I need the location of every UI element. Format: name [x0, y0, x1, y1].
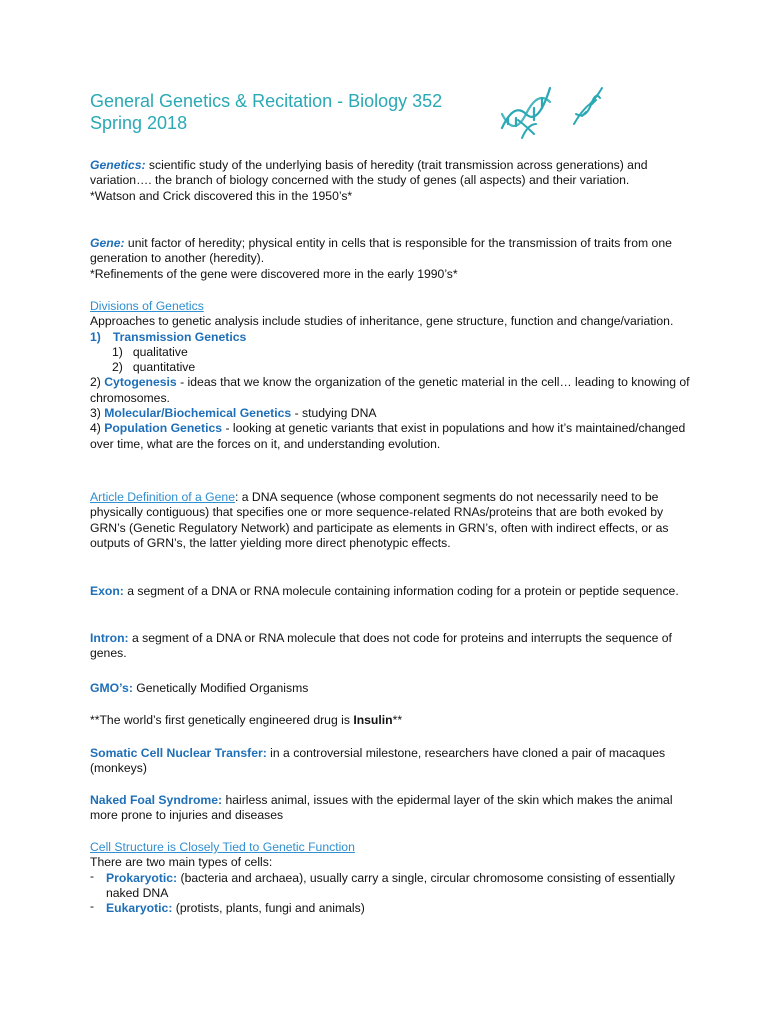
- term-exon: Exon:: [90, 584, 124, 598]
- sub-item-quantitative: 2) quantitative: [112, 360, 196, 375]
- article-heading-link[interactable]: Article Definition of a Gene: [90, 490, 235, 504]
- genetics-text: scientific study of the underlying basis of heredity (trait transmission across generations) and variation…. the branch of biology concerned with the study of genes (all aspects) and their variation.: [90, 158, 648, 188]
- page-title: General Genetics & Recitation - Biology 352: [90, 91, 443, 111]
- term-cytogenesis: Cytogenesis: [104, 375, 177, 390]
- list-item-prokaryotic: - Prokaryotic: (bacteria and archaea), usually carry a single, circular chromosome consisting of essentially naked DNA: [90, 868, 676, 900]
- term-transmission-genetics: Transmission Genetics: [112, 329, 247, 344]
- term-gmo: GMO’s:: [90, 681, 133, 695]
- gene-definition: [90, 236, 690, 282]
- page-subtitle: Spring 2018: [90, 113, 188, 133]
- insulin-note: **The world’s first genetically engineered drug is Insulin**: [90, 713, 403, 727]
- intron-definition: Intron: a segment of a DNA or RNA molecule that does not code for proteins and interrupts the sequence of genes.: [90, 631, 672, 661]
- dna-helix-icon: [496, 80, 606, 140]
- term-eukaryotic: Eukaryotic:: [106, 901, 173, 916]
- term-intron: Intron:: [90, 631, 129, 645]
- term-population-genetics: Population Genetics: [104, 421, 223, 436]
- exon-definition: Exon: a segment of a DNA or RNA molecule containing information coding for a protein or peptide sequence.: [90, 584, 679, 598]
- division-item-4: 4) Population Genetics - looking at genetic variants that exist in populations and how it’s maintained/changed over time, what are the forces on it, and understanding evolution.: [90, 421, 686, 451]
- gene-note: *Refinements of the gene were discovered more in the early 1990’s*: [90, 266, 458, 281]
- cells-intro: There are two main types of cells:: [90, 855, 273, 870]
- divisions-heading-link[interactable]: Divisions of Genetics: [90, 299, 204, 313]
- nfs-definition: Naked Foal Syndrome: hairless animal, issues with the epidermal layer of the skin which makes the animal more prone to injuries and diseases: [90, 793, 673, 823]
- cells-heading-link[interactable]: Cell Structure is Closely Tied to Genetic Function: [90, 840, 355, 854]
- scnt-definition: Somatic Cell Nuclear Transfer: in a controversial milestone, researchers have cloned a pair of macaques (monkeys): [90, 746, 666, 776]
- division-item-1: 1) Transmission Genetics: [90, 329, 247, 344]
- genetics-note: *Watson and Crick discovered this in the 1950’s*: [90, 188, 353, 203]
- insulin-bold: Insulin: [353, 713, 393, 727]
- gmo-definition: GMO’s: Genetically Modified Organisms: [90, 681, 309, 695]
- term-scnt: Somatic Cell Nuclear Transfer:: [90, 746, 267, 760]
- term-gene: Gene:: [90, 236, 125, 250]
- division-item-3: 3) Molecular/Biochemical Genetics - studying DNA: [90, 406, 377, 421]
- gene-text: unit factor of heredity; physical entity in cells that is responsible for the transmission of traits from one generation to another (heredity).: [90, 236, 672, 266]
- sub-item-qualitative: 1) qualitative: [112, 344, 188, 359]
- cells-section: [90, 840, 690, 916]
- term-genetics: Genetics:: [90, 158, 146, 172]
- genetics-definition: [90, 158, 690, 204]
- divisions-section: [90, 299, 690, 452]
- term-naked-foal-syndrome: Naked Foal Syndrome:: [90, 793, 223, 807]
- list-item-eukaryotic: - Eukaryotic: (protists, plants, fungi and animals): [90, 899, 365, 916]
- term-molecular-genetics: Molecular/Biochemical Genetics: [104, 406, 292, 421]
- divisions-intro: Approaches to genetic analysis include studies of inheritance, gene structure, function and change/variation.: [90, 314, 674, 329]
- article-definition: Article Definition of a Gene: a DNA sequence (whose component segments do not necessarily need to be physically contiguous) that specifies one or more sequence-related RNAs/proteins that are both evoked by GRN’s (Genetic Regulatory Network) and participate as elements in GRN’s, often with indirect effects, or as outputs of GRN’s, the latter yielding more direct phenotypic effects.: [90, 490, 669, 550]
- division-item-2: 2) Cytogenesis - ideas that we know the organization of the genetic material in the cell… leading to knowing of chromosomes.: [90, 375, 690, 405]
- term-prokaryotic: Prokaryotic:: [106, 870, 178, 885]
